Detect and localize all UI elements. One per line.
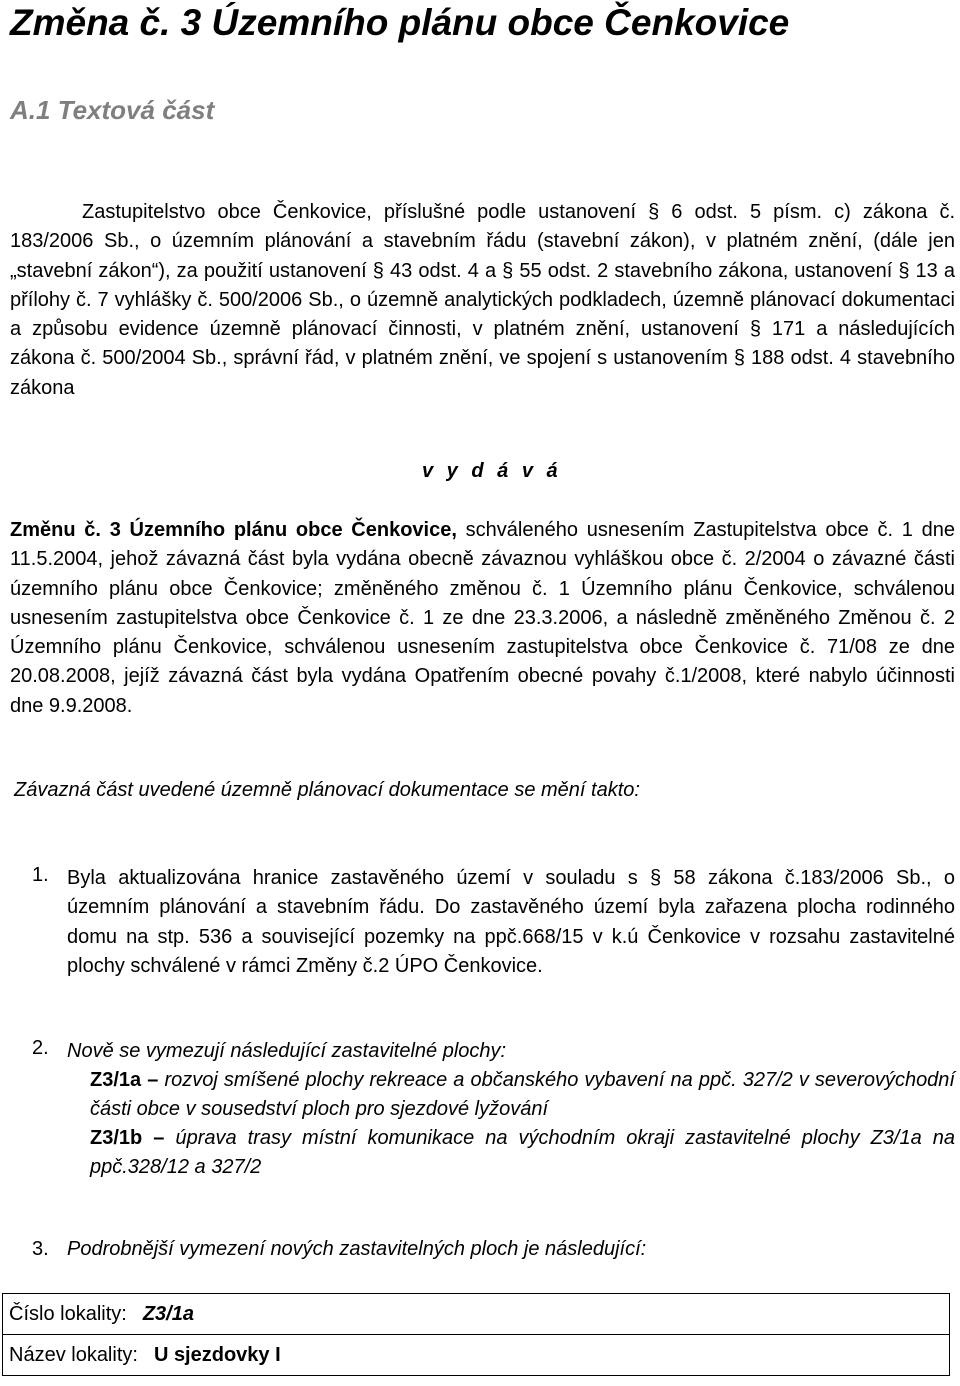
area-code: Z3/1b: [90, 1127, 143, 1149]
locality-number-value: Z3/1a: [142, 1302, 194, 1325]
table-cell: [3, 1294, 950, 1335]
vydava-heading: v y d á v á: [422, 460, 562, 482]
list-item-2: Nově se vymezují následující zastavitelné plochy:: [67, 1040, 507, 1062]
area-description: rozvoj smíšené plochy rekreace a občanského vybavení na ppč. 327/2 v severovýchodní části obce v sousedství ploch pro sjezdové lyžování: [90, 1069, 955, 1121]
list-number-1: 1.: [32, 864, 49, 886]
table-row: [3, 1294, 950, 1335]
table-cell: [3, 1335, 950, 1376]
area-description: úprava trasy místní komunikace na východním okraji zastavitelné plochy Z3/1a na ppč.328/12 a 327/2: [90, 1127, 956, 1179]
list-item-3: Podrobnější vymezení nových zastavitelných ploch je následující:: [67, 1238, 647, 1260]
locality-table: [2, 1293, 950, 1376]
list-number-3: 3.: [32, 1238, 49, 1260]
preamble-text: Zastupitelstvo obce Čenkovice, příslušné podle ustanovení § 6 odst. 5 písm. c) zákona č. 183/2006 Sb., o územním plánování a stavebním řádu (stavební zákon), v platném znění, (dále jen „stavební zákon“), za použití ustanovení § 43 odst. 4 a § 55 odst. 2 stavebního zákona, ustanovení § 13 a přílohy č. 7 vyhlášky č. 500/2006 Sb., o územně analytických podkladech, územně plánovací dokumentaci a způsobu evidence územně plánovací činnosti, v platném znění, ustanovení § 171 a následujících zákona č. 500/2004 Sb., správní řád, v platném znění, ve spojení s ustanovením § 188 odst. 4 stavebního zákona: [10, 201, 955, 399]
preamble-paragraph: [10, 198, 955, 403]
document-subtitle: A.1 Textová část: [10, 95, 215, 125]
changes-intro: Závazná část uvedené územně plánovací dokumentace se mění takto:: [14, 779, 640, 801]
locality-name-value: U sjezdovky I: [153, 1343, 281, 1366]
document-title: Změna č. 3 Územního plánu obce Čenkovice: [10, 2, 790, 43]
table-row: [3, 1335, 950, 1376]
issuance-text: schváleného usnesením Zastupitelstva obce č. 1 dne 11.5.2004, jehož závazná část byla vydána obecně závaznou vyhláškou obce č. 2/2004 o závazné části územního plánu obce Čenkovice; změněného změnou č. 1 Územního plánu Čenkovice, schválenou usnesením zastupitelstva obce Čenkovice č. 1 ze dne 23.3.2006, a následně změněného Změnou č. 2 Územního plánu Čenkovice, schválenou usnesením zastupitelstva obce Čenkovice č. 71/08 ze dne 20.08.2008, jejíž závazná část byla vydána Opatřením obecné povahy č.1/2008, které nabylo účinnosti dne 9.9.2008.: [10, 519, 955, 717]
issuance-lead: Změnu č. 3 Územního plánu obce Čenkovice,: [10, 519, 457, 541]
locality-name-label: Název lokality:: [9, 1343, 138, 1366]
area-item-z31a: [90, 1066, 955, 1125]
area-code: Z3/1a: [90, 1069, 142, 1091]
list-item-1: Byla aktualizována hranice zastavěného území v souladu s § 58 zákona č.183/2006 Sb., o územním plánování a stavebním řádu. Do zastavěného území byla zařazena plocha rodinného domu na stp. 536 a související pozemky na ppč.668/15 v k.ú Čenkovice v rozsahu zastavitelné plochy schválené v rámci Změny č.2 ÚPO Čenkovice.: [67, 867, 955, 977]
area-dash: –: [153, 1127, 165, 1149]
locality-number-label: Číslo lokality:: [9, 1302, 127, 1325]
list-number-2: 2.: [32, 1037, 49, 1059]
area-item-z31b: [90, 1124, 955, 1183]
area-dash: –: [147, 1069, 159, 1091]
issuance-paragraph: [10, 516, 955, 721]
